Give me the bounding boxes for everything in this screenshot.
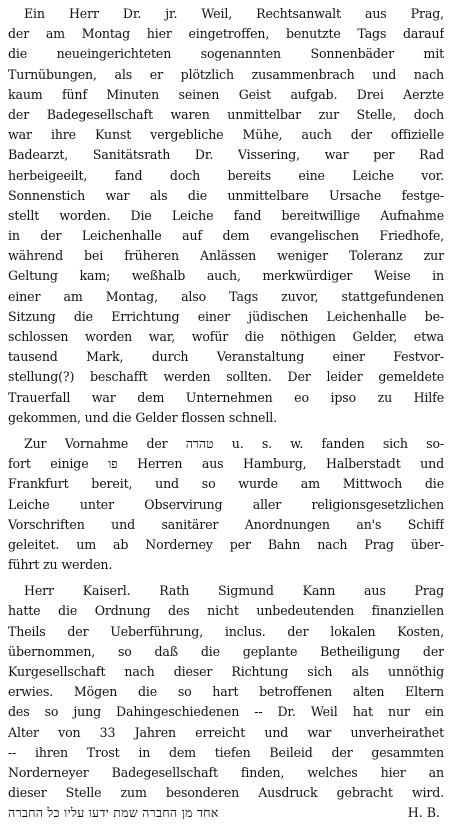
text-line: Sitzung die Errichtung einer jüdischen Leichenhalle be- (8, 308, 444, 324)
text-line: des so jung Dahingeschiedenen -- Dr. Weil hat nur ein (8, 704, 444, 720)
text-line: Kurgesellschaft nach dieser Richtung sich als unnöthig (8, 664, 444, 679)
text-line: stellt worden. Die Leiche fand bereitwillige Aufnahme (8, 207, 444, 223)
text-line: geleitet. um ab Norderney per Bahn nach Prag über- (8, 536, 444, 552)
text-line: übernommen, so daß die geplante Betheiligung der (8, 643, 444, 659)
text-line: führt zu werden. (8, 557, 113, 573)
text-line: Norderneyer Badegesellschaft finden, welches hier an (8, 764, 444, 780)
hebrew-footnote: אחד מן החברה שמת ידעו עליו כל החברה (8, 805, 219, 821)
text-line: erwies. Mögen die so hart betroffenen alten Eltern (8, 684, 444, 700)
text-line: in der Leichenhalle auf dem evangelischen Friedhofe, (8, 228, 444, 244)
text-line: Badearzt, Sanitätsrath Dr. Vissering, war per Rad (8, 147, 444, 163)
text-line: Theils der Ueberführung, inclus. der lokalen Kosten, (8, 623, 444, 639)
text-line: während bei früheren Anlässen weniger Toleranz zur (8, 248, 444, 264)
text-line: Ein Herr Dr. jr. Weil, Rechtsanwalt aus Prag, (24, 6, 444, 21)
text-line: Trauerfall war dem Unternehmen eo ipso zu Hilfe (8, 389, 444, 405)
text-line: Alter von 33 Jahren erreicht und war unverheirathet (8, 724, 444, 740)
footer-line (8, 803, 444, 823)
paragraph-1 (8, 4, 444, 428)
paragraph-3 (8, 581, 444, 803)
text-line: Geltung kam; weßhalb auch, merkwürdiger Weise in (8, 268, 444, 284)
text-line: kaum fünf Minuten seinen Geist aufgab. Drei Aerzte (8, 86, 444, 102)
text-line: war ihre Kunst vergebliche Mühe, auch der offizielle (8, 127, 444, 143)
text-line: tausend Mark, durch Veranstaltung einer Festvor- (8, 349, 444, 365)
text-line: Sonnenstich war als die unmittelbare Ursache festge- (8, 187, 444, 203)
text-line: gekommen, und die Gelder flossen schnell. (8, 409, 277, 425)
text-line: Zur Vornahme der טהרה u. s. w. fanden sich so- (24, 435, 444, 451)
text-line: hatte die Ordnung des nicht unbedeutenden finanziellen (8, 603, 444, 619)
text-line: herbeigeeilt, fand doch bereits eine Leiche vor. (8, 167, 444, 183)
text-line: schlossen worden war, wofür die nöthigen Gelder, etwa (8, 329, 444, 344)
text-line: die neueingerichteten sogenannten Sonnenbäder mit (8, 46, 444, 62)
text-line: dieser Stelle zum besonderen Ausdruck gebracht wird. (8, 785, 444, 801)
text-line: -- ihren Trost in dem tiefen Beileid der gesammten (8, 744, 444, 760)
text-line: der Badegesellschaft waren unmittelbar zur Stelle, doch (8, 106, 444, 122)
text-line: Vorschriften und sanitärer Anordnungen an's Schiff (8, 516, 444, 532)
text-line: stellung(?) beschafft werden sollten. Der leider gemeldete (8, 369, 444, 385)
text-line: Turnübungen, als er plötzlich zusammenbrach und nach (8, 66, 444, 82)
signature: H. B. (407, 805, 440, 821)
paragraph-2 (8, 434, 444, 575)
text-line: Leiche unter Observirung aller religionsgesetzlichen (8, 496, 444, 512)
text-line: Frankfurt bereit, und so wurde am Mittwoch die (8, 476, 444, 492)
text-line: Herr Kaiserl. Rath Sigmund Kann aus Prag (24, 583, 444, 599)
text-line: der am Montag hier eingetroffen, benutzte Tags darauf (8, 26, 444, 42)
text-line: fort einige פו Herren aus Hamburg, Halberstadt und (8, 456, 444, 472)
text-line: einer am Montag, also Tags zuvor, stattgefundenen (8, 288, 444, 304)
